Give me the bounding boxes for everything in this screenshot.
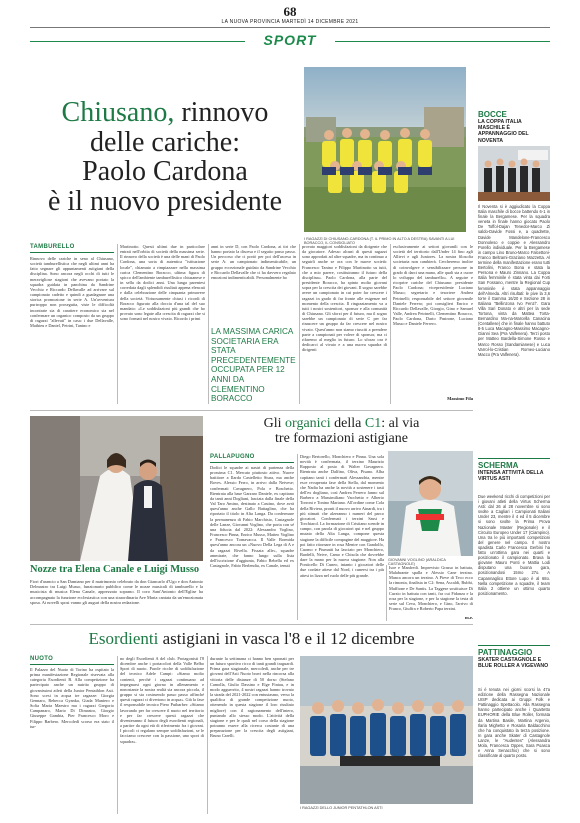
article1-col5: esclusivamente ai settori giovanili con le società del territorio dall'Under 14 fino agli Allievi e agli Juniores. La nostra filosofia societaria non cambierà. Cercheremo inoltre di coinvolgere e sensibilizzare persone in grado di darci una mano, alle quali sta a cuore lo sviluppo del tamburello». A seguire e ricoprire cariche del Chiusano: presidente Paolo Cardona; vicepresidente Luciano Musso; segretario e tesoriere Andrea Petrinelli; responsabile del settore giovanile Daniele Ferrero; poi consiglieri Enrico e Riccardo Dellavalle, Giorgio, Gino e Samuel Valle, Andrea Petrinelli, Clementino Boracco, Paolo Cardona, Dario Pastrone, Luciano Musso e Daniele Ferrero. <box>393 244 473 327</box>
player-photo-caption: GIOVANNI VOGLINO (ARALDICA CASTAGNOLE) <box>388 558 446 566</box>
column-rule <box>386 565 387 621</box>
headline4-rest: astigiani in vasca l'8 e il 12 dicembre <box>162 629 415 648</box>
article4-headline <box>30 630 473 648</box>
column-rule <box>299 244 300 404</box>
article1-col4: provato maggiori soddisfazioni da dirigente che da giocatore. Adesso alcuni di questi ragazzi sono approdati ad altre squadre, ma in continuo a seguirli anche se ora con le nuove società: Francesco Tanino e Filippo Martinotto su tutti, che a mio parere, costituiranno il futuro della disciplina». Paolo Cardona, alla parte del presidente Boracco, ha spinto molto giovani sopra per la crescita dei giovani. Il sogno sarebbe avere un campionato in cui poter far crescere i ragazzi in grado di far fronte alle esigenze nel momento della crescita. Il ringraziamento va a tutti i nostri sostenitori, sponsor e alla comunità di Chiusano. Gli sforzi per il futuro, ma il sogno sarebbe un campionato di serie C per far rinascere un gruppo da far crescere nel nostro vivaio. Quest'anno non siamo riusciti a prendere parte a campionati per volere di sponsor, ma ci rifaremo al meglio in futuro. Lo sforzo ora è dedicarci al vivaio e a una nuova squadra di dirigenti <box>302 244 387 353</box>
headline-line1a: Chiusano, <box>61 97 175 128</box>
bocce-subtitle: LA COPPA ITALIA MASCHILE È APPANNAGGIO DEL NOVENTA <box>478 119 529 144</box>
swimmers-photo-caption: I RAGAZZI DELLO JUNIOR PENTATHLON ASTI <box>300 806 383 810</box>
sidebar-rule <box>478 458 550 459</box>
article1-col3: anni in serie D, con Paolo Cardona, ai tiri che hanno portato la discesa e il seguito passo passo. Un percorso che ci portò per poi dell'ascesa in serie A: un campionato indimenticabile, un gruppo eccezionale guidato da Sandrine Vecchio e Riccardo Dellavalle che ci ha davvero regalato emozioni indimenticabili. Personalmente ho <box>211 244 296 280</box>
bocce-photo <box>478 146 550 201</box>
sidebar-pattinaggio <box>478 648 550 669</box>
newspaper-dateline: LA NUOVA PROVINCIA MARTEDÌ 14 DICEMBRE 2021 <box>221 19 359 25</box>
kicker-rule <box>30 664 114 665</box>
bocce-body: Il Noventa si è aggiudicato la Coppa Italia maschile di bocce battendo 6-1 in finale la Bergamese. Per la squadra veneta in finale hanno giocato Paolo De Toffol-Dajan Tenedor-Marco Zi saldo-Davide Fossi e, a quadrette, Davide Mandelone-Francesco Donnoleso e coppie e Alessandro Porello individuale. Per la Bergamese in campo Lino Bruno-Marco Falcettoni-Franco Beltrami-Graziano Mazzetta. Al termine della manifestazione erano tutti Bertolini, Franco Bona e stata la Persona e Mauro Zinnano. La Coppa Italia femminile è stata vinta dai Forti San Fossano, mentre la Regional Cup femminile è stata appannaggio dell'Almeda. Altri risultati: le pive la 3,6 torre il Gamma 16/20 e Sezione 28 in Italiana "Bellinzona Ivo Fenzi". Gara Villa Sari Donato e altri per la sede Tortona, vinta da Mattea Torta-Bernardino Ma-na-Marcella Canacina (Centallese) che in finale hanno battuto 8-5 Luca Macagno-Massimo Macagno-Gianni Sea (Pra Valfenera). Terzi posto per Matteo Bardella-Simone Rosso e Marco Rosso (Sandamianese) e Luca Varrol-lo-Cristian Romeo-Luciano Macco (Pra Valfenera). <box>478 204 550 357</box>
scherma-body: Due weekend ricchi di competizioni per i giovani atleti della Virtus Scherma Asti: dal 26 al 28 novembre si sono svolte a Cagliari i Campionati Italiani Under 23, mentre il 4 ed il 5 dicembre si sono svolte la Prima Prova Nazionale Master (Regionale) e il Circuito Europeo Under 17 (Ciampino). Una tra le più importanti competizioni del genere nel campo. Il nostro spadista Carlo Francesca Gerbini ha fatto un'ottima gara nei quarti e posizionato il campionato. Brava la giovane Mauro Ponti e Mattia Lodi disputano una buona gara, posizionandosi 15mo 27o. A Capannaglico Ettore Lupo è al 68o. Nella competizione a squadre, il team Italia 2 ottiene un ottimo quarto posizionamento. <box>478 494 550 596</box>
article1-headline <box>30 98 300 217</box>
article4-kicker: NUOTO <box>30 656 54 662</box>
header-rule <box>30 27 550 28</box>
headline2-alvia: : al via <box>381 416 420 431</box>
article1-kicker: TAMBURELLO <box>30 244 75 250</box>
wedding-photo-image <box>30 416 203 561</box>
pattinaggio-subtitle: SKATER CASTAGNOLE E BLUE ROLLER A VIGEVANO <box>478 657 549 670</box>
headline2-organici: organici <box>285 416 331 431</box>
swimmers-photo-image <box>300 656 473 804</box>
article1-col1: Rinnovo delle cariche in seno al Chiusano, società tamburellistica che negli ultimi anni ha fatto segnare gli appuntamenti astigiani della disciplina. Sono ancora negli occhi di tutti le meravigliose stagioni che avevano portato la squadra guidata in panchina da Sandrine Vecchio e Riccardo Dellavalle ad arrivare sul campionato cadetto e quindi a guadagnare una storica promozione in serie A. Un'avventura purtroppo non proseguita, viste le difficoltà incontrate sia di carattere economico sia nel confermare un organico composto da un gruppo di ragazzi "allevati" in casa: i due Dellavalle, Mathieu e Daniel, Petrini, Tanino e <box>30 256 114 329</box>
player-photo <box>388 451 473 556</box>
headline-line1b: rinnovo <box>181 97 269 128</box>
headline2-gli: Gli <box>263 416 282 431</box>
scherma-subtitle: INTENSA ATTIVITÀ DELLA VIRTUS ASTI <box>478 470 544 483</box>
column-rule <box>390 244 391 404</box>
article4-col2: no degli Esordienti A del club. Protagonisti l'8 dicembre anche i portacolori della Valle Belbo Sport di nuoto. Parole ricche di soddisfazione del tecnico Adele Campi: «Siamo molto contenti, perché i ragazzi continuano ad impegnarsi ogni giorno in allenamento e nonostante la nostra realtà sia ancora piccola, il gruppo si sta costruendo passo passo affinché questi ragazzi ci divertono in acqua». Già la fase il responsabile tecnico Piero Putbarber: «Stiamo lavorando per far crescere il nuoto nel territorio e per far crescere questi ragazzi che diventeranno il futuro degli esordienti regionali, a partire da ogni età di riferimento fra i giovani. I piccoli ci regalano sempre soddisfazioni, se le facciamo crescere con la passione, uno sport di squadra». <box>120 656 204 744</box>
kicker-rule <box>210 462 294 463</box>
team-photo-image <box>304 67 466 232</box>
headline4-esordienti: Esordienti <box>88 629 159 648</box>
bocce-photo-image <box>478 146 550 201</box>
sidebar-scherma <box>478 461 550 482</box>
wedding-photo <box>30 416 203 561</box>
article2-signature: m.e. <box>465 615 473 620</box>
section-divider <box>30 624 473 625</box>
column-rule <box>207 656 208 814</box>
wedding-body: Fiori d'arancio a San Damiano per il matrimonio celebrato da don Giancarlo d'Ugo e don Antonio Delmastro tra Luigi Musso, funzionario pubblico come le nozze musicali di tamburello e la musicista di musica Elena Canale, apprezzato soprano. Il coro Sant'Antonio dell'Eglise ha accompagnato la funzione ecclesiastica con una straordinaria Ave Maria cantata da un'emozionata sposa. Ai novelli sposi vanno gli auguri della nostra redazione. <box>30 579 203 605</box>
headline-line4: è il nuovo presidente <box>47 186 283 218</box>
headline2-della: della <box>334 416 362 431</box>
team-photo <box>304 67 466 232</box>
article2-col1: Dodici le squadre ai nastri di partenza della prossima C1. Mercato piuttosto attivo. Nuove battitore a Ilarda Castelletto Stura, ma anche Boves. Alessio Ferro, in arrivo dalla Neivese; confermati Cavagnero, Pola e Boschetto. Rientrata alla base Garzaro Daniele, ex capitano da tanti anni Dogliani, lasciata dalla finale della Val Taro Amino, destinato a Castino, dove avrà quest'anno anche Gallo Battaglino, che ha riportato il titolo in Alta Langa. Da confermare la permanenza di Fabio Marchisio, Castagnole delle Lanze, Giovanni Voglino, che porta con sé una fiducia dal 2022: Alessandro Voglino, Francesco Pinna, Enrico Musso, Matteo Voglino e Francesco Tornavacca. Il Valle Bormida quest'anno ancora un «Nuovo Della Lega di A e da ragazzi Rivella. Fissata alle», squadre ammirate, che fanno lungo sulla lista dell'iscrizione d'aggiunta, Fabio Rebella ed ex Castagnole, Fabio Berlendia, ex Canale, tenuti <box>210 465 294 568</box>
team-photo-caption: I RAGAZZI DI CHIUSANO-CARDONA (T. IL PRIMO IN ALTO A DESTRA) SAVANTI A LUI BORACCO, IL CONSIGLIATO <box>304 237 455 245</box>
column-rule <box>297 454 298 620</box>
article4-col3: durante la settimana ci hanno ben spronati per un futuro sportivo ricco di tanti grandi traguardi. Prima gara stagionale, mercoledì, anche per tre giovani dell'Asti Nuoto bravi nella rincorsa alla vittoria delle distanze di 50 dorso (Stefano Camolla, Giulio Dassino e Elge Finiau, e in modo agguerrito, 4 nostri ragazzi hanno trovato la strada del 2021-2022 con entusiasmo, verso la qualifica di grande competizione nuoto, ottenendo in questa stagione il loro risultato migliore) con il ragionamento dell'intero, puntando allo stesso modo. L'attività della stagione e per le quali nel corso della stagione potranno essere alla ricerca costante di una preparazione per la crescita degli astigiani, Bruno Carelli. <box>210 656 294 739</box>
article4-col1: Il Palazzo del Nuoto di Torino ha ospitato la prima manifestazione Regionale riservata alla categoria Esordienti B. Alla competizione ha partecipato anche un nutrito gruppo di giovanissimi atleti della Junior Pentathlon Asti. Sono scesi in acqua tre ragazze: Giorgia Gennaro, Rebecca Gyanka, Giada Maniero e Sofia Maria Maestro ma i ragazzi Gregorio Campanaro, Mario Di Dimastro, Giorgio Giuseppe Gambia, Pier Francesco Moro e Filippo Barbero. Mercoledì scorso era stato il tur- <box>30 667 114 729</box>
player-photo-image <box>388 451 473 556</box>
headline2-c1: C1 <box>364 416 382 431</box>
article1-pull-quote: LA MASSIMA CARICA SOCIETARIA ERA STATA PRECEDENTEMENTE OCCUPATA PER 12 ANNI DA CLEMENTINO BORACCO <box>211 327 296 404</box>
headline-line3: Paolo Cardona <box>82 156 248 188</box>
pattinaggio-title: PATTINAGGIO <box>478 648 533 657</box>
wedding-headline: Nozze tra Elena Canale e Luigi Musso <box>30 564 200 575</box>
article2-kicker: PALLAPUGNO <box>210 454 255 460</box>
section-bar <box>0 30 580 54</box>
column-rule <box>117 244 118 404</box>
column-rule <box>208 244 209 404</box>
section-divider <box>30 410 473 411</box>
article2-headline <box>210 417 473 447</box>
bocce-title: BOCCE <box>478 110 507 119</box>
headline-line2: delle cariche: <box>89 126 240 158</box>
column-rule <box>117 656 118 814</box>
sidebar-rule <box>478 645 550 646</box>
headline2-line2: tre formazioni astigiane <box>275 430 408 446</box>
section-title: SPORT <box>263 32 317 48</box>
pattinaggio-body: Si è tenuta nei giorni scorsi la 47a edizione della Rassegna Nazionale UISP dedicata ai Gruppi Folk e Pattinaggio Spettacolo. Alla Rassegna hanno partecipato anche i Quartetto EUPHORIE della Blue Roller, formata da Martina Basile, Martina Argenio, Ilaria Mighetto e Rosaria Baldacchino che ha conquistato la terza posizione. In gara anche Skater di Castagnole Lanze, le "Audentes" (Alessandra Mola, Francesca Oppes, Sara Poasca e Anna Senacchio) che si sono classificate al quarto posto. <box>478 687 550 759</box>
scherma-title: SCHERMA <box>478 461 519 470</box>
article2-col2: Diego Bertorello, Monchiero e Pinna. Una sola novità è confermata, il terzino Maurizio Rapposto al posto di Walter Gavagnero. Rientrata anche Dalfino, Oliva, Pisano. Alba capitano tanti i confermati Alessandria, mentre esce recuperata fase della Stella, dal momento che Nadia ha anche la novità a sostenere i tasti dell'ex dogliano, così Andrea Ferrero fanno sul Barbero a Massimiliano Vacchetto e Alberto Torroni e Tonino Mariano. All'ordine come Cola della Riviera, pronti il nuovo arrivo Ainardi, tra i più stimati che alzeranno i numeri del parco giocatori. Confermati i terzini Sassi e Torchiarol. La formazione di Cristiano scende in campo, con parola di giocatori qui e nel gruppo mutato della Alta Langa, compone questa stagione la difficile compagine del maggiore. Ha poi fatto ritornare in rosa Mentre con Gandolfo, Cuomo e Piumatti ha lasciato per Monchiero, Bardelli, Neive, Camo e Chisola che dovrebbe dare la mano per la nuova stagione. Non alla Ponticello Di Cuneo, intanto i giocatori delle due cordate attese dal Nord, i cuneesi tra i più attesi in lizza nel ruolo delle più grande. <box>300 454 384 578</box>
kicker-rule <box>30 252 114 253</box>
page-number: 68 <box>283 4 297 19</box>
article2-col3: Isoe e Manfredi. Imprevisto Grasso in battuta, Malabrante spalla e Alessio Cane terzino. Manca ancora un terzino. A Pieve di Teco ecco la rimonta, finalista in C2: Sena, Ascaldi, Bubbi, Maffione e De Santis. La Taggese sostituisce Di Curzio in battuta con tanti, fra cui Fidanza e la rosa per la stagione, e per la stagione la testa di serie sul Ceva, Monchiero, e Gino, l'arrivo di Franco, Giuffra e Roberto Papa terzini. <box>389 565 473 612</box>
article1-col2: Martinotto. Questi ultimi due in particolare entrati nell'orbita di società della massima serie. Il rinnovo della società è una delle mani di Paolo Cardona, una sorta di autentica "istituzione locale", chiamato a rimpiazzare nella massima carica Clementino Boracco, ultima figura di spicco dell'ambiente tamburellistico chiusanese e in sella da dodici anni. Una lunga parentesi corredata dagli splendidi risultati appena elencati e dalla celebrazione delle cinquanta primavere della società. Virtuosamente chiusi i ricordi di Boracco figurato alla doccia d'una tal del suo mandato: «Le soddisfazioni più grandi che ho provato sono legate alla crescita di ragazzi che si sono formati nel nostro vivaio. Ricordo i primi <box>120 244 205 322</box>
article1-signature: Massimo Fila <box>447 396 473 401</box>
sidebar-bocce <box>478 110 550 144</box>
swimmers-photo <box>300 656 473 804</box>
